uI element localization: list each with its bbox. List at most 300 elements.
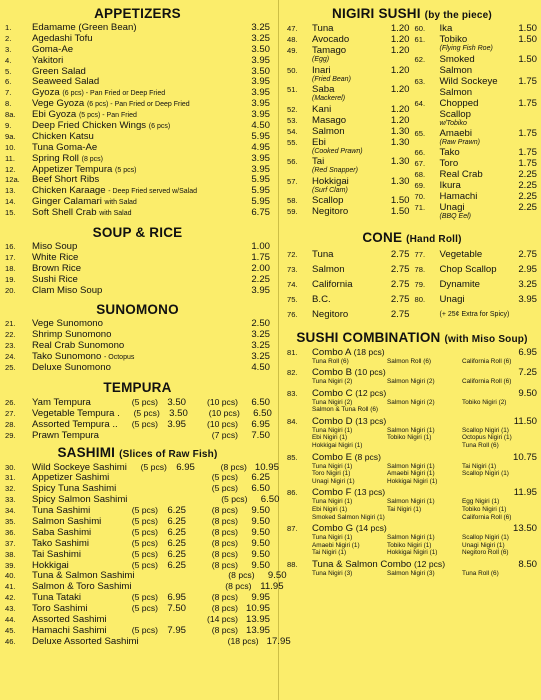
combo-contents bbox=[287, 463, 537, 486]
item-price: 3.95 bbox=[518, 293, 537, 305]
section-title-cone bbox=[287, 230, 537, 245]
nigiri-item bbox=[415, 128, 538, 148]
large-portion: (8 pcs) bbox=[211, 559, 238, 570]
combo-header bbox=[287, 388, 537, 399]
item-name: B.C. bbox=[312, 293, 331, 305]
item-price: 3.95 bbox=[251, 76, 270, 88]
large-portion: (7 pcs) bbox=[211, 429, 238, 440]
item-number: 33. bbox=[5, 495, 16, 505]
nigiri-item bbox=[287, 23, 410, 34]
item-name: Smoked Salmon bbox=[439, 53, 475, 76]
item-number: 7. bbox=[5, 88, 12, 98]
item-name: Chicken Karaage - Deep Fried served w/Salad bbox=[32, 185, 197, 197]
item-name: Vege Gyoza (6 pcs) - Pan Fried or Deep Fried bbox=[32, 98, 190, 110]
item-number: 40. bbox=[5, 571, 16, 581]
cone-title: CONE bbox=[362, 229, 403, 245]
large-portion: (8 pcs) bbox=[225, 581, 252, 592]
item-name: Tuna bbox=[312, 23, 334, 34]
item-number: 74. bbox=[287, 279, 298, 289]
menu-item bbox=[5, 275, 270, 286]
item-name: Tamago (Egg) bbox=[312, 45, 380, 64]
item-price: 3.25 bbox=[251, 351, 270, 363]
small-price: 3.95 bbox=[167, 418, 186, 430]
item-name: Tuna bbox=[312, 248, 334, 260]
item-price: 1.75 bbox=[518, 147, 537, 158]
combo-contents bbox=[287, 570, 537, 578]
large-portion: (10 pcs) bbox=[206, 396, 238, 407]
item-name: Real Crab Sunomono bbox=[32, 340, 125, 352]
combo-content-item: Tobiko Nigiri (1) bbox=[387, 541, 432, 549]
combo-contents bbox=[287, 358, 537, 366]
cone-item bbox=[287, 247, 410, 262]
item-note: (6 pcs) - Pan Fried or Deep Fried bbox=[62, 90, 166, 98]
item-name: Assorted Sashimi bbox=[32, 613, 107, 625]
item-price: 4.95 bbox=[251, 141, 270, 153]
item-name: Hokkigai bbox=[32, 559, 69, 571]
large-price: 17.95 bbox=[266, 635, 291, 647]
item-name: Tuna & Salmon Sashimi bbox=[32, 570, 135, 582]
item-number: 87. bbox=[287, 524, 298, 534]
item-note: with Salad bbox=[104, 199, 137, 207]
combo-pieces: (8 pcs) bbox=[354, 451, 381, 462]
item-number: 85. bbox=[287, 452, 298, 462]
cone-item bbox=[415, 277, 538, 292]
item-name: Dynamite bbox=[439, 278, 481, 290]
item-name: Toro bbox=[439, 158, 459, 169]
small-portion: (5 pcs) bbox=[131, 505, 158, 516]
item-number: 36. bbox=[5, 527, 16, 537]
combo-content-item: Tuna Nigiri (1) bbox=[312, 426, 353, 434]
item-number: 19. bbox=[5, 274, 16, 284]
item-number: 78. bbox=[414, 264, 426, 274]
item-number: 8. bbox=[5, 99, 12, 109]
combo-content-item: Hokkigai Nigiri (1) bbox=[312, 442, 363, 450]
item-name: Kani bbox=[312, 103, 332, 115]
item-number: 69. bbox=[414, 181, 426, 190]
combo-pieces: (14 pcs) bbox=[355, 523, 387, 534]
item-number: 18. bbox=[5, 263, 16, 273]
item-name: Toro Sashimi bbox=[32, 603, 88, 615]
item-price: 2.95 bbox=[518, 263, 537, 275]
item-name: Deluxe Assorted Sashimi bbox=[32, 635, 139, 647]
item-price: 1.20 bbox=[390, 23, 410, 34]
item-number: 14. bbox=[5, 197, 16, 207]
menu-item bbox=[5, 286, 270, 297]
combo-header bbox=[287, 416, 537, 427]
small-price: 6.25 bbox=[167, 548, 186, 560]
item-name: White Rice bbox=[32, 251, 79, 263]
item-price: 3.95 bbox=[251, 98, 270, 110]
combo-content-item: Tuna Nigiri (3) bbox=[312, 570, 353, 577]
item-name: Salmon & Toro Sashimi bbox=[32, 581, 132, 593]
item-number: 20. bbox=[5, 285, 16, 295]
small-portion: (5 pcs) bbox=[131, 548, 158, 559]
large-portion: (8 pcs) bbox=[211, 592, 238, 603]
large-price: 9.50 bbox=[251, 526, 270, 538]
small-price: 6.25 bbox=[167, 515, 186, 527]
item-note: (5 pcs) - Pan Fried bbox=[78, 112, 137, 120]
large-portion: (5 pcs) bbox=[211, 483, 238, 494]
cone-item bbox=[415, 262, 538, 277]
item-name: Prawn Tempura bbox=[32, 429, 100, 441]
item-number: 65. bbox=[414, 128, 426, 138]
item-name: Soft Shell Crab with Salad bbox=[32, 207, 132, 219]
item-number: 48. bbox=[287, 35, 298, 44]
item-number: 12. bbox=[5, 164, 16, 174]
item-name: Salmon bbox=[312, 125, 345, 137]
combo-content-item: Tuna Roll (6) bbox=[462, 442, 499, 450]
nigiri-item bbox=[287, 65, 410, 85]
combo-list bbox=[287, 347, 537, 578]
combo-content-item bbox=[387, 406, 462, 414]
item-name: Salmon bbox=[312, 263, 345, 275]
small-price: 6.25 bbox=[167, 559, 186, 571]
large-price: 10.95 bbox=[245, 603, 270, 615]
item-number: 31. bbox=[5, 473, 16, 483]
menu-item bbox=[5, 494, 280, 506]
item-name: Unagi (BBQ Eel) bbox=[440, 202, 508, 221]
combo-pieces: (12 pcs) bbox=[414, 559, 446, 569]
item-name: Chicken Katsu bbox=[32, 130, 94, 142]
item-price: 4.50 bbox=[251, 120, 270, 132]
item-name: Tuna Tataki bbox=[32, 592, 82, 604]
item-number: 59. bbox=[287, 207, 298, 216]
combo-content-item: Tuna Roll (6) bbox=[312, 357, 349, 365]
menu-item bbox=[5, 625, 270, 636]
combo-content-item: Tuna Roll (6) bbox=[462, 570, 499, 577]
cone-grid bbox=[287, 247, 537, 322]
large-price: 13.95 bbox=[245, 624, 270, 636]
item-name: Inari (Fried Bean) bbox=[312, 65, 380, 84]
item-price: 2.50 bbox=[251, 318, 270, 330]
item-name: Real Crab bbox=[439, 169, 483, 180]
small-price: 6.25 bbox=[167, 537, 186, 549]
large-price: 11.95 bbox=[260, 581, 284, 593]
section-title-sashimi bbox=[5, 445, 270, 460]
combo-price: 7.25 bbox=[518, 367, 537, 379]
small-price: 6.25 bbox=[167, 526, 186, 538]
combo-name: Combo G (14 pcs) bbox=[312, 523, 387, 535]
combos-title: SUSHI COMBINATION bbox=[296, 329, 441, 345]
item-number: 22. bbox=[5, 330, 16, 340]
item-price: 1.75 bbox=[251, 251, 270, 263]
large-price: 6.50 bbox=[251, 396, 270, 408]
item-number: 58. bbox=[287, 196, 298, 205]
combo-content-item: Tai Nigiri (1) bbox=[312, 549, 347, 557]
item-number: 82. bbox=[287, 368, 298, 378]
section-title-appetizers: APPETIZERS bbox=[94, 6, 181, 21]
nigiri-item bbox=[287, 34, 410, 45]
item-price: 1.20 bbox=[390, 103, 410, 115]
combo-pieces: (13 pcs) bbox=[355, 415, 387, 426]
large-portion: (8 pcs) bbox=[211, 548, 238, 559]
menu-item bbox=[5, 581, 284, 593]
combo-pieces: (13 pcs) bbox=[354, 487, 386, 498]
item-name: Yakitori bbox=[32, 54, 64, 66]
combo-content-item: Tai Nigiri (1) bbox=[462, 462, 497, 470]
large-price: 13.95 bbox=[245, 613, 270, 625]
item-price: 1.50 bbox=[390, 206, 410, 217]
combo-price: 8.50 bbox=[518, 559, 537, 570]
item-name: Amaebi (Raw Prawn) bbox=[440, 128, 508, 147]
item-name: Vegetable bbox=[439, 248, 483, 260]
item-name: Ikura bbox=[439, 180, 461, 191]
combo-content-item: Tuna Nigiri (1) bbox=[312, 534, 353, 542]
item-number: 55. bbox=[287, 137, 298, 147]
cone-subtitle: (Hand Roll) bbox=[406, 233, 462, 245]
item-number: 45. bbox=[5, 625, 16, 635]
large-portion: (8 pcs) bbox=[211, 505, 238, 516]
combo-content-item: California Roll (6) bbox=[462, 378, 512, 386]
item-name: Spicy Tuna Sashimi bbox=[32, 483, 117, 495]
item-price: 5.95 bbox=[251, 185, 270, 197]
item-number: 84. bbox=[287, 416, 298, 426]
nigiri-item bbox=[287, 84, 410, 104]
combo-content-item: Tobiko Nigiri (1) bbox=[462, 506, 507, 514]
item-number: 47. bbox=[287, 24, 298, 33]
item-price: 1.20 bbox=[390, 34, 410, 45]
item-name: Clam Miso Soup bbox=[32, 284, 103, 296]
combo-name: Combo D (13 pcs) bbox=[312, 415, 387, 427]
item-price: 5.95 bbox=[251, 174, 270, 186]
item-name: Hokkigai (Surf Clam) bbox=[312, 176, 380, 195]
item-number: 62. bbox=[414, 54, 426, 64]
item-number: 21. bbox=[5, 319, 16, 329]
cone-item bbox=[287, 292, 410, 307]
item-number: 60. bbox=[414, 24, 426, 33]
item-number: 83. bbox=[287, 388, 298, 398]
item-number: 42. bbox=[5, 593, 16, 603]
combo-price: 11.95 bbox=[513, 487, 537, 499]
item-price: 2.25 bbox=[251, 273, 270, 285]
item-name: Green Salad bbox=[32, 65, 86, 77]
combo-contents bbox=[287, 534, 537, 557]
item-number: 43. bbox=[5, 604, 16, 614]
large-price: 6.25 bbox=[251, 472, 270, 484]
item-note: (6 pcs) - Pan Fried or Deep Fried bbox=[86, 101, 190, 109]
item-price: 1.20 bbox=[390, 45, 410, 56]
menu-item bbox=[5, 208, 270, 219]
nigiri-item bbox=[415, 202, 538, 222]
menu-item bbox=[5, 505, 270, 516]
menu-item bbox=[5, 397, 270, 408]
item-price: 3.95 bbox=[251, 163, 270, 175]
item-name: Negitoro bbox=[312, 206, 349, 217]
item-price: 2.25 bbox=[518, 202, 537, 213]
item-name: Deep Fried Chicken Wings (6 pcs) bbox=[32, 120, 171, 132]
item-number: 9. bbox=[5, 121, 12, 131]
item-number: 73. bbox=[287, 264, 298, 274]
item-description: (Mackerel) bbox=[312, 95, 346, 102]
combo-content-item: Amaebi Nigiri (1) bbox=[387, 470, 435, 478]
section-title-combos bbox=[287, 330, 537, 345]
large-price: 10.95 bbox=[254, 461, 279, 473]
large-price: 9.50 bbox=[251, 559, 270, 571]
item-number: 75. bbox=[287, 294, 298, 304]
item-note: - Octopus bbox=[104, 354, 135, 362]
item-number: 27. bbox=[5, 408, 16, 418]
small-portion: (5 pcs) bbox=[131, 526, 158, 537]
item-number: 17. bbox=[5, 252, 16, 262]
combo-item bbox=[287, 452, 537, 486]
nigiri-subtitle: (by the piece) bbox=[424, 10, 492, 21]
cone-right-column bbox=[415, 247, 538, 322]
item-number: 1. bbox=[5, 23, 12, 32]
menu-item bbox=[5, 614, 270, 625]
item-number: 15. bbox=[5, 208, 16, 218]
menu-item bbox=[5, 483, 270, 494]
item-name: Yam Tempura bbox=[32, 396, 91, 408]
combos-subtitle: (with Miso Soup) bbox=[444, 333, 528, 345]
item-number: 24. bbox=[5, 352, 16, 362]
item-price: 3.95 bbox=[251, 284, 270, 296]
item-number: 26. bbox=[5, 397, 16, 407]
item-number: 38. bbox=[5, 549, 16, 559]
small-portion: (5 pcs) bbox=[131, 624, 158, 635]
item-price: 1.20 bbox=[390, 114, 410, 126]
nigiri-left-column bbox=[287, 23, 410, 222]
item-number: 77. bbox=[414, 249, 426, 259]
combo-content-item: California Roll (6) bbox=[462, 357, 512, 365]
small-portion: (5 pcs) bbox=[131, 396, 158, 407]
item-name: Brown Rice bbox=[32, 262, 82, 274]
item-price: 3.50 bbox=[251, 65, 270, 77]
item-price: 3.25 bbox=[251, 340, 270, 352]
nigiri-item bbox=[415, 76, 538, 98]
item-price: 3.25 bbox=[518, 278, 537, 290]
item-name: Tobiko (Flying Fish Roe) bbox=[440, 34, 508, 53]
item-price: 3.50 bbox=[251, 43, 270, 55]
small-portion: (5 pcs) bbox=[131, 418, 158, 429]
combo-content-item: Amaebi Nigiri (1) bbox=[312, 541, 360, 549]
combo-content-item: Salmon Nigiri (1) bbox=[387, 498, 435, 506]
item-name: Tuna Sashimi bbox=[32, 505, 91, 517]
nigiri-item bbox=[287, 115, 410, 126]
item-price: 1.50 bbox=[518, 53, 537, 65]
sashimi-subtitle: (Slices of Raw Fish) bbox=[119, 448, 218, 460]
item-description: (Egg) bbox=[312, 56, 330, 63]
item-number: 66. bbox=[414, 148, 426, 157]
item-name: Scallop bbox=[312, 195, 344, 206]
item-name: Deluxe Sunomono bbox=[32, 362, 111, 374]
item-number: 9a. bbox=[5, 131, 16, 141]
item-number: 72. bbox=[287, 249, 298, 259]
nigiri-item bbox=[415, 98, 538, 128]
item-number: 53. bbox=[287, 115, 298, 125]
combo-contents bbox=[287, 498, 537, 521]
large-price: 9.95 bbox=[251, 592, 270, 604]
item-number: 76. bbox=[287, 309, 298, 319]
item-number: 12a. bbox=[5, 175, 20, 185]
nigiri-item bbox=[415, 23, 538, 34]
large-price: 9.50 bbox=[251, 505, 270, 517]
small-portion: (5 pcs) bbox=[133, 407, 160, 418]
combo-content-item: Tuna Nigiri (1) bbox=[312, 498, 353, 506]
item-price: 3.95 bbox=[251, 152, 270, 164]
combo-name: Combo F (13 pcs) bbox=[312, 487, 386, 499]
item-price: 2.75 bbox=[390, 293, 410, 305]
item-price: 1.75 bbox=[518, 97, 537, 109]
item-number: 81. bbox=[287, 347, 298, 357]
large-price: 9.50 bbox=[251, 515, 270, 527]
item-number: 32. bbox=[5, 484, 16, 494]
item-number: 57. bbox=[287, 176, 298, 186]
large-portion: (8 pcs) bbox=[211, 624, 238, 635]
combo-price: 9.50 bbox=[518, 387, 537, 399]
item-price: 3.25 bbox=[251, 329, 270, 341]
item-name: Tuna Goma-Ae bbox=[32, 141, 98, 153]
menu-item bbox=[5, 560, 270, 571]
nigiri-item bbox=[415, 34, 538, 54]
nigiri-item bbox=[415, 147, 538, 158]
combo-content-item: Scallop Nigiri (1) bbox=[462, 470, 509, 478]
combo-name: Combo B (10 pcs) bbox=[312, 367, 386, 379]
combo-content-item bbox=[462, 406, 537, 414]
item-name: Goma-Ae bbox=[32, 43, 74, 55]
item-number: 11. bbox=[5, 153, 15, 163]
item-price: 1.30 bbox=[390, 156, 410, 167]
item-number: 30. bbox=[5, 462, 16, 472]
item-note: (8 pcs) bbox=[81, 155, 104, 163]
combo-price: 11.50 bbox=[513, 415, 537, 427]
item-name: Ebi Gyoza (5 pcs) - Pan Fried bbox=[32, 109, 137, 121]
item-name: Unagi bbox=[439, 293, 465, 305]
item-name: Tai Sashimi bbox=[32, 548, 82, 560]
nigiri-item bbox=[287, 156, 410, 176]
combo-pieces: (18 pcs) bbox=[353, 346, 385, 357]
nigiri-item bbox=[287, 126, 410, 137]
item-price: 4.50 bbox=[251, 362, 270, 374]
nigiri-item bbox=[415, 180, 538, 191]
combo-content-item: Tuna Nigiri (2) bbox=[312, 398, 353, 406]
item-name: Spring Roll (8 pcs) bbox=[32, 152, 104, 164]
combo-content-item bbox=[387, 442, 462, 450]
combo-price: 13.50 bbox=[512, 523, 537, 535]
item-price: 3.95 bbox=[251, 87, 270, 99]
item-price: 3.25 bbox=[251, 32, 270, 44]
small-portion: (5 pcs) bbox=[131, 592, 158, 603]
item-name: Beef Short Ribs bbox=[32, 174, 100, 186]
combo-header bbox=[287, 367, 537, 378]
combo-header bbox=[287, 559, 537, 570]
combo-content-item: Egg Nigiri (1) bbox=[462, 498, 500, 506]
combo-contents bbox=[287, 378, 537, 386]
nigiri-item bbox=[287, 206, 410, 217]
large-portion: (8 pcs) bbox=[211, 515, 238, 526]
large-portion: (10 pcs) bbox=[206, 418, 238, 429]
item-name: Negitoro bbox=[312, 308, 349, 320]
item-price: 3.25 bbox=[251, 22, 270, 33]
large-price: 6.50 bbox=[253, 407, 272, 419]
item-price: 2.75 bbox=[390, 248, 410, 260]
combo-content-item: Tuna Nigiri (2) bbox=[312, 378, 353, 386]
sashimi-list bbox=[5, 461, 291, 647]
item-number: 8a. bbox=[5, 110, 16, 120]
section-title-sunomono: SUNOMONO bbox=[96, 302, 179, 318]
item-number: 49. bbox=[287, 46, 298, 55]
item-price: 1.75 bbox=[518, 158, 537, 169]
item-description: (Red Snapper) bbox=[312, 167, 358, 174]
right-column bbox=[287, 4, 537, 580]
combo-item bbox=[287, 487, 537, 521]
item-name: Shrimp Sunomono bbox=[32, 329, 112, 341]
tempura-list bbox=[5, 397, 270, 441]
item-number: 35. bbox=[5, 516, 16, 526]
nigiri-right-column bbox=[415, 23, 538, 222]
item-price: 1.30 bbox=[390, 125, 410, 137]
cone-left-column bbox=[287, 247, 410, 322]
large-portion: (5 pcs) bbox=[211, 472, 238, 483]
